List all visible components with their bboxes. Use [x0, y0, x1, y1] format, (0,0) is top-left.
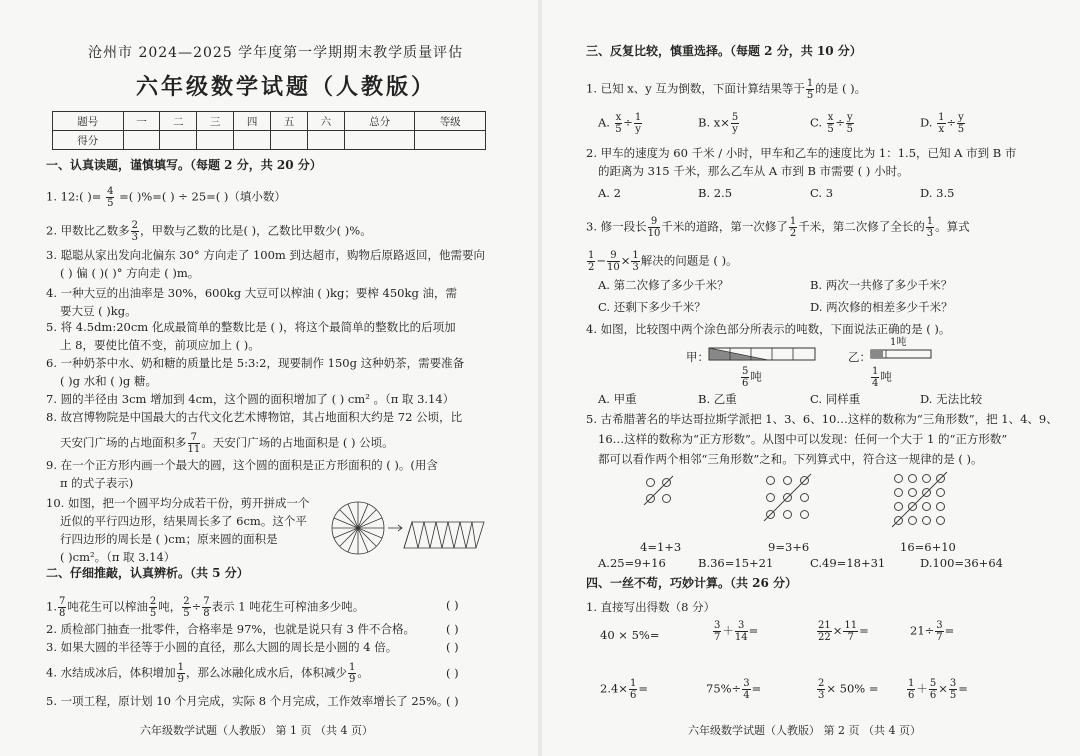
score-table-header-cell: 等级: [415, 112, 486, 131]
calc-item-8: $\frac{1}{6}$ ＋ $\frac{5}{6}$ × $\frac{3}{5}$ =: [908, 678, 968, 701]
choice-2-option-c[interactable]: C. 3: [810, 186, 834, 200]
exam-main-title: 六年级数学试题（人教版）: [136, 74, 437, 100]
dot-figure-label-2: 9=3+6: [768, 540, 810, 554]
jia-bar-figure: [708, 346, 818, 362]
score-table-header-cell: 六: [307, 112, 344, 131]
score-table-header-cell: 题号: [53, 112, 124, 131]
question-5-line-2: 上 8，要使比值不变，前项应加上 ( )。: [60, 338, 260, 352]
fraction: $\frac{4}{5}$: [107, 186, 114, 209]
question-10-line-2: 近似的平行四边形，结果周长多了 6cm。这个平: [60, 514, 307, 528]
score-cell[interactable]: [234, 131, 271, 150]
section-1-title: 一、认真读题，谨慎填写。（每题 2 分，共 20 分）: [46, 158, 322, 172]
judge-5: 5. 一项工程，原计划 10 个月完成，实际 8 个月完成，工作效率增长了 25%。: [46, 694, 449, 708]
question-3-line-2: ( ) 偏 ( )( )° 方向走 ( )m。: [60, 266, 200, 280]
page-2-footer: 六年级数学试题（人教版） 第 2 页 （共 4 页）: [688, 724, 921, 737]
choice-4-option-a[interactable]: A. 甲重: [598, 392, 637, 406]
choice-5-option-b[interactable]: B.36=15+21: [698, 556, 774, 570]
judge-4: 4. 水结成冰后，体积增加 $\frac{1}{9}$ ，那么冰融化成水后，体积减少 $\frac{1}{9}$ 。: [46, 662, 369, 685]
jia-amount: $\frac{5}{6}$ 吨: [742, 366, 762, 389]
question-4-line-1: 4. 一种大豆的出油率是 30%，600kg 大豆可以榨油 ( )kg；要榨 450kg 油，需: [46, 286, 457, 300]
score-cell[interactable]: [160, 131, 197, 150]
score-row-label: 得分: [53, 131, 124, 150]
score-cell[interactable]: [123, 131, 160, 150]
score-table-header-cell: 三: [197, 112, 234, 131]
choice-4: 4. 如图，比较图中两个涂色部分所表示的吨数，下面说法正确的是 ( )。: [586, 322, 951, 336]
score-cell[interactable]: [307, 131, 344, 150]
judge-answer-5[interactable]: ( ): [446, 694, 459, 708]
yi-amount: $\frac{1}{4}$ 吨: [872, 366, 892, 389]
exam-page-1: [0, 0, 538, 756]
section-4-title: 四、一丝不苟，巧妙计算。（共 26 分）: [586, 576, 798, 590]
choice-4-option-b[interactable]: B. 乙重: [698, 392, 737, 406]
judge-answer-3[interactable]: ( ): [446, 640, 459, 654]
exam-header-title: 沧州市 2024—2025 学年度第一学期期末教学质量评估: [88, 45, 464, 61]
exam-page-2: [542, 0, 1080, 756]
question-1: 1. 12:( )= $\frac{4}{5}$ =( )%=( ) ÷ 25=( )（填小数）: [46, 186, 286, 209]
calc-item-2: $\frac{3}{7}$ ＋ $\frac{3}{14}$ =: [714, 620, 759, 643]
question-7: 7. 圆的半径由 3cm 增加到 4cm，这个圆的面积增加了 ( ) cm² 。（π 取 3.14）: [46, 392, 455, 406]
score-table-header-cell: 五: [271, 112, 308, 131]
score-table-header-cell: 四: [234, 112, 271, 131]
choice-4-option-d[interactable]: D. 无法比较: [920, 392, 983, 406]
score-table-header-cell: 一: [123, 112, 160, 131]
score-table: [52, 111, 486, 150]
question-2: 2. 甲数比乙数多 $\frac{2}{3}$ ，甲数与乙数的比是( )，乙数比甲数少( )%。: [46, 220, 372, 243]
choice-3-option-b[interactable]: B. 两次一共修了多少千米？: [810, 278, 953, 292]
question-4-line-2: 要大豆 ( )kg。: [60, 304, 137, 318]
question-5-line-1: 5. 将 4.5dm:20cm 化成最简单的整数比是 ( )，将这个最简单的整数比的后项加: [46, 320, 456, 334]
choice-1-option-b[interactable]: B. x× $\frac{5}{y}$: [698, 112, 739, 135]
choice-2-option-b[interactable]: B. 2.5: [698, 186, 733, 200]
question-3-line-1: 3. 聪聪从家出发向北偏东 30° 方向走了 100m 到达超市，购物后原路返回，他需要向: [46, 248, 485, 262]
figure-label-yi: 乙：: [848, 350, 871, 364]
dot-figure-label-3: 16=6+10: [900, 540, 956, 554]
section-3-title: 三、反复比较，慎重选择。（每题 2 分，共 10 分）: [586, 44, 862, 58]
choice-3-option-d[interactable]: D. 两次修的相差多少千米？: [810, 300, 953, 314]
circle-to-parallelogram-figure: [330, 500, 490, 560]
score-cell[interactable]: [271, 131, 308, 150]
choice-2-line-2: 的距离为 315 千米，那么乙车从 A 市到 B 市需要 ( ) 小时。: [598, 164, 909, 178]
dot-figure-label-1: 4=1+3: [640, 540, 682, 554]
calc-item-4: 21÷ $\frac{3}{7}$ =: [910, 620, 955, 643]
choice-5-line-3: 都可以看作两个相邻“三角形数”之和。下列算式中，符合这一规律的是 ( )。: [598, 452, 983, 466]
page-1-footer: 六年级数学试题（人教版） 第 1 页 （共 4 页）: [140, 724, 373, 737]
choice-1-option-a[interactable]: A. $\frac{x}{5}$ ÷ $\frac{1}{y}$: [598, 112, 642, 135]
choice-3-line-2: $\frac{1}{2}$ − $\frac{9}{10}$ × $\frac{1}{3}$ 解决的问题是 ( )。: [588, 250, 738, 273]
section-2-title: 二、仔细推敲，认真辨析。（共 5 分）: [46, 566, 249, 580]
question-9-line-2: π 的式子表示): [60, 476, 134, 490]
yi-bar-figure: [870, 346, 934, 362]
calc-item-1: 40 × 5%=: [600, 628, 660, 642]
score-table-header-cell: 二: [160, 112, 197, 131]
question-10-line-3: 行四边形的周长是 ( )cm；原来圆的面积是: [60, 532, 278, 546]
question-8-line-1: 8. 故宫博物院是中国最大的古代文化艺术博物馆，其占地面积大约是 72 公顷，比: [46, 410, 463, 424]
dot-divider-line: [890, 470, 949, 529]
question-10-line-1: 10. 如图，把一个圆平均分成若干份，剪开拼成一个: [46, 496, 310, 510]
score-cell[interactable]: [197, 131, 234, 150]
choice-2-option-a[interactable]: A. 2: [598, 186, 621, 200]
calc-item-6: 75%÷ $\frac{3}{4}$ =: [706, 678, 762, 701]
choice-4-option-c[interactable]: C. 同样重: [810, 392, 861, 406]
choice-5-line-2: 16…这样的数称为“正方形数”。从图中可以发现：任何一个大于 1 的“正方形数”: [598, 432, 1008, 446]
choice-5-option-c[interactable]: C.49=18+31: [810, 556, 886, 570]
choice-5-option-a[interactable]: A.25=9+16: [598, 556, 666, 570]
dot-divider-line: [762, 472, 813, 523]
score-table-header-cell: 总分: [344, 112, 415, 131]
score-table-score-row: [53, 131, 486, 150]
choice-1-option-c[interactable]: C. $\frac{x}{5}$ ÷ $\frac{y}{5}$: [810, 112, 853, 135]
choice-3-line-1: 3. 修一段长 $\frac{9}{10}$ 千米的道路，第一次修了 $\frac{1}{2}$ 千米，第二次修了全长的 $\frac{1}{3}$ 。算式: [586, 216, 970, 239]
calc-item-7: $\frac{2}{3}$ × 50% =: [818, 678, 879, 701]
score-table-header-row: [53, 112, 486, 131]
choice-3-option-a[interactable]: A. 第二次修了多少千米？: [598, 278, 729, 292]
choice-3-option-c[interactable]: C. 还剩下多少千米？: [598, 300, 706, 314]
question-10-line-4: ( )cm²。（π 取 3.14）: [60, 550, 176, 564]
judge-answer-2[interactable]: ( ): [446, 622, 459, 636]
choice-1: 1. 已知 x、y 互为倒数，下面计算结果等于 $\frac{1}{5}$ 的是 ( )。: [586, 78, 867, 101]
question-6-line-1: 6. 一种奶茶中水、奶和糖的质量比是 5:3:2，现要制作 150g 这种奶茶，需要准备: [46, 356, 465, 370]
judge-3: 3. 如果大圆的半径等于小圆的直径，那么大圆的周长是小圆的 4 倍。: [46, 640, 398, 654]
dot-divider-line: [642, 474, 675, 507]
choice-5-line-1: 5. 古希腊著名的毕达哥拉斯学派把 1、3、6、10…这样的数称为“三角形数”，把 1、4、9、: [586, 412, 1058, 426]
choice-2-line-1: 2. 甲车的速度为 60 千米 / 小时，甲车和乙车的速度比为 1：1.5，已知 A 市到 B 市: [586, 146, 1017, 160]
question-8-line-2: 天安门广场的占地面积多 $\frac{7}{11}$ 。天安门广场的占地面积是 ( ) 公顷。: [60, 432, 394, 455]
choice-2-option-d[interactable]: D. 3.5: [920, 186, 955, 200]
calc-item-5: 2.4× $\frac{1}{6}$ =: [600, 678, 648, 701]
figure-label-jia: 甲：: [686, 350, 709, 364]
judge-1: 1. $\frac{7}{8}$ 吨花生可以榨油 $\frac{2}{5}$ 吨， $\frac{2}{5}$ ÷ $\frac{7}{8}$ 表示 1 吨花生可榨油多少吨。: [46, 596, 365, 619]
judge-2: 2. 质检部门抽查一批零件，合格率是 97%，也就是说只有 3 件不合格。: [46, 622, 415, 636]
question-9-line-1: 9. 在一个正方形内画一个最大的圆，这个圆的面积是正方形面积的 ( )。(用含: [46, 458, 438, 472]
calc-item-3: $\frac{21}{22}$ × $\frac{11}{7}$ =: [818, 620, 869, 643]
one-ton-label: 1吨: [890, 337, 907, 348]
choice-5-option-d[interactable]: D.100=36+64: [920, 556, 1003, 570]
calc-instruction: 1. 直接写出得数（8 分）: [586, 600, 716, 614]
score-cell[interactable]: [415, 131, 486, 150]
score-cell[interactable]: [344, 131, 415, 150]
judge-answer-4[interactable]: ( ): [446, 666, 459, 680]
judge-answer-1[interactable]: ( ): [446, 598, 459, 612]
question-6-line-2: ( )g 水和 ( )g 糖。: [60, 374, 157, 388]
choice-1-option-d[interactable]: D. $\frac{1}{x}$ ÷ $\frac{y}{5}$: [920, 112, 965, 135]
